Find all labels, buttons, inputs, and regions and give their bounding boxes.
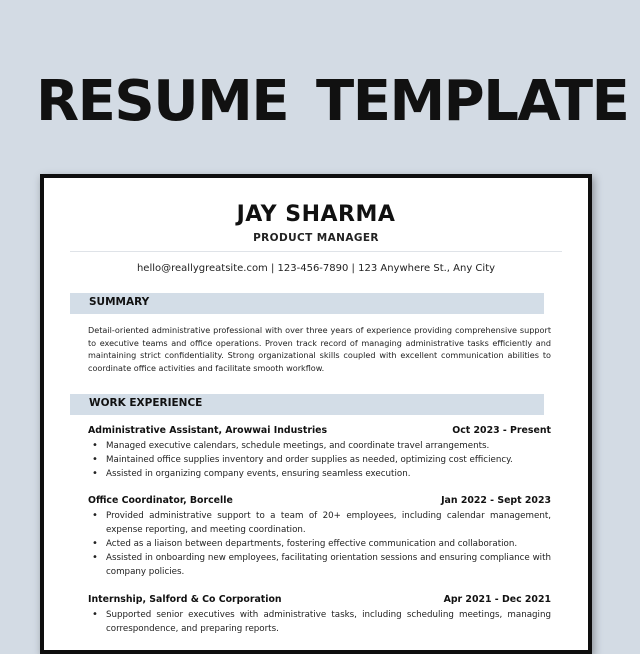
job-entry [88,594,551,636]
job-header [88,425,551,439]
job-bullets [88,509,551,579]
job-bullet: • Acted as a liaison between departments, fostering effective communication and collaboration. [88,537,551,551]
job-title: Administrative Assistant, Arowwai Industries [88,425,328,436]
job-bullet: • Assisted in organizing company events, ensuring seamless execution. [88,467,551,481]
job-dates: Jan 2022 - Sept 2023 [441,495,551,506]
job-header [88,594,551,608]
job-bullet: • Maintained office supplies inventory and order supplies as needed, optimizing cost efficiency. [88,453,551,467]
banner-word-template: TEMPLATE [316,69,629,134]
banner-title [0,62,640,142]
contact-line: hello@reallygreatsite.com | 123-456-7890 | 123 Anywhere St., Any City [136,263,496,274]
job-bullets [88,439,551,481]
job-title: Internship, Salford & Co Corporation [88,594,282,605]
experience-heading: WORK EXPERIENCE [89,397,203,409]
job-bullets [88,608,551,636]
job-entry [88,425,551,481]
job-header [88,495,551,509]
job-dates: Oct 2023 - Present [452,425,551,436]
experience-section-header [70,394,544,415]
summary-heading: SUMMARY [89,296,150,308]
job-dates: Apr 2021 - Dec 2021 [443,594,551,605]
job-title: Office Coordinator, Borcelle [88,495,233,506]
job-entry [88,495,551,579]
resume-page [40,174,592,654]
banner-word-resume: RESUME [36,69,289,134]
summary-text: Detail-oriented administrative professional with over three years of experience providing comprehensive support to executive teams and office operations. Proven track record of managing administrative tasks efficiently and maintaining strict confidentiality. Strong organizational skills coupled with excellent communication abilities to coordinate office activities and facilitate smooth workflow. [88,325,551,373]
job-bullet: • Managed executive calendars, schedule meetings, and coordinate travel arrangements. [88,439,551,453]
summary-section-header [70,293,544,314]
job-bullet: • Supported senior executives with administrative tasks, including scheduling meetings, managing correspondence, and preparing reports. [88,608,551,636]
header-divider [70,251,562,252]
job-bullet: • Assisted in onboarding new employees, facilitating orientation sessions and ensuring compliance with company policies. [88,551,551,579]
candidate-role: PRODUCT MANAGER [253,232,379,244]
job-bullet: • Provided administrative support to a team of 20+ employees, including calendar management, expense reporting, and meeting coordination. [88,509,551,537]
candidate-name: JAY SHARMA [236,202,396,227]
